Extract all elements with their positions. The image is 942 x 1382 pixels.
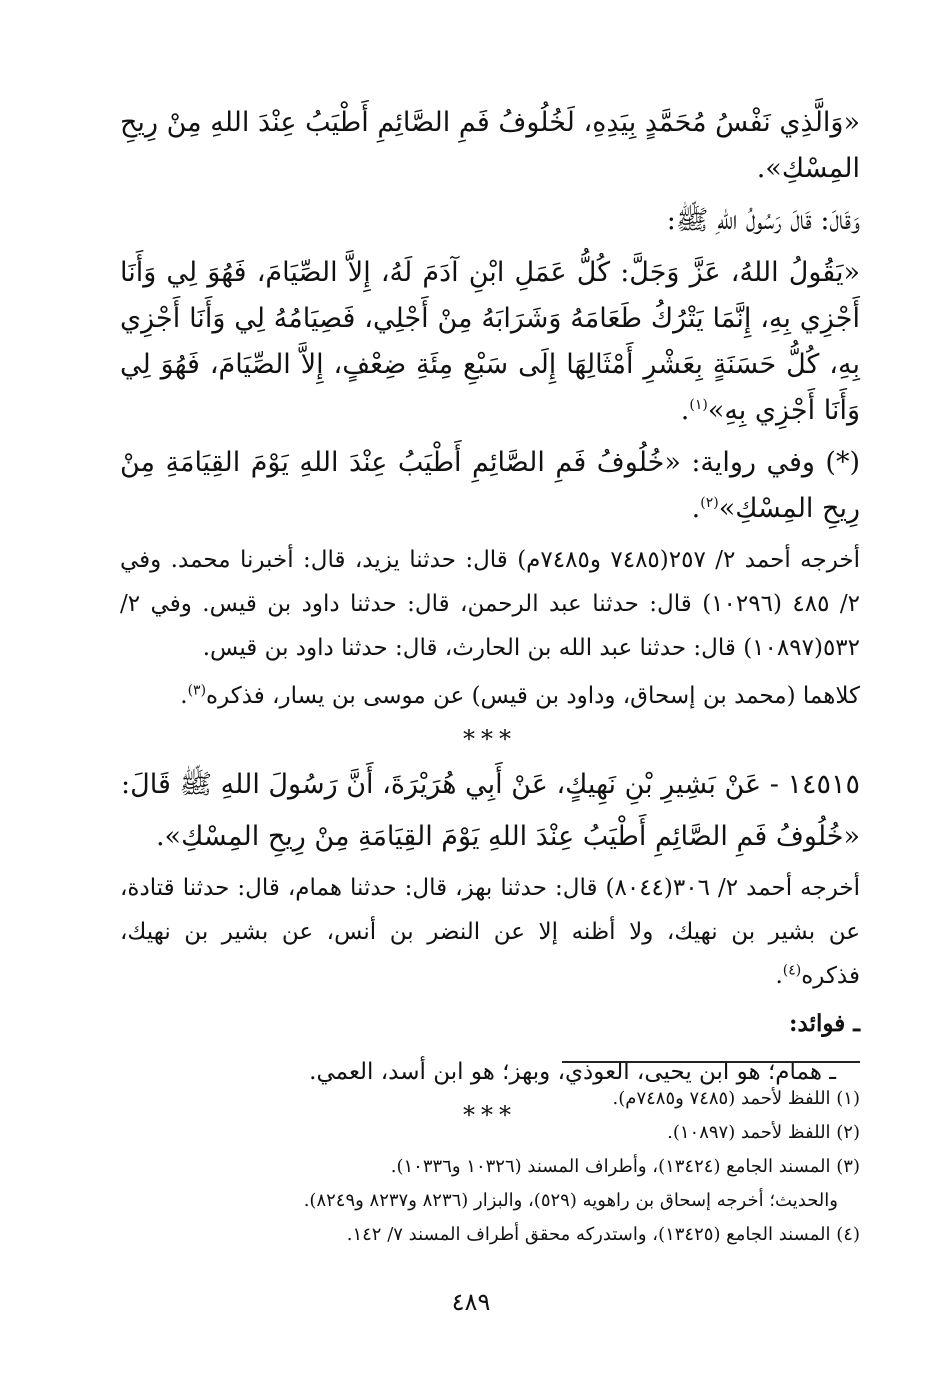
- takhrij-summary-text: كلاهما (محمد بن إسحاق، وداود بن قيس) عن موسى بن يسار، فذكره: [206, 683, 860, 709]
- footnote-ref-1: (١): [689, 397, 708, 413]
- takhrij-paragraph: أخرجه أحمد ٢/ ٢٥٧(٧٤٨٥ و٧٤٨٥م) قال: حدثنا يزيد، قال: أخبرنا محمد. وفي ٢/ ٤٨٥ (١٠٢٩٦) قال: حدثنا عبد الرحمن، قال: حدثنا داود بن قيس. وفي ٢/ ٥٣٢(١٠٨٩٧) قال: حدثنا عبد الله بن الحارث، قال: حدثنا داود بن قيس.: [120, 547, 861, 661]
- footnote-ref-4: (٤): [782, 962, 802, 979]
- footnote-3: (٣) المسند الجامع (١٣٤٢٤)، وأطراف المسند (١٠٣٢٦ و١٠٣٣٦).: [390, 1156, 860, 1177]
- narration-intro: وَقَالَ: قَالَ رَسُولُ اللهِ ﷺ:: [666, 205, 860, 236]
- fawaid-heading: ـ فوائد:: [789, 1010, 860, 1037]
- hadith-number: ١٤٥١٥ -: [769, 769, 860, 800]
- page-number: ٤٨٩: [451, 1288, 491, 1316]
- hadith-quote-2-text: «يَقُولُ اللهُ، عَزَّ وَجَلَّ: كُلُّ عَمَلِ ابْنِ آدَمَ لَهُ، إِلاَّ الصِّيَامَ، فَهُوَ لِي وَأَنَا أَجْزِي بِهِ، إِنَّمَا يَتْرُكُ طَعَامَهُ وَشَرَابَهُ مِنْ أَجْلِي، فَصِيَامُهُ لِي وَأَنَا أَجْزِي بِهِ، كُلُّ حَسَنَةٍ بِعَشْرِ أَمْثَالِهَا إِلَى سَبْعِ مِئَةِ ضِعْفٍ، إِلاَّ الصِّيَامَ، فَهُوَ لِي وَأَنَا أَجْزِي بِهِ»: [120, 257, 860, 426]
- hadith-matn: «خُلُوفُ فَمِ الصَّائِمِ أَطْيَبُ عِنْدَ اللهِ يَوْمَ القِيَامَةِ مِنْ رِيحِ المِسْكِ».: [155, 821, 860, 852]
- main-text: [120, 100, 860, 1138]
- takhrij-summary: كلاهما (محمد بن إسحاق، وداود بن قيس) عن موسى بن يسار، فذكره$^{(٣)}$.: [180, 682, 860, 709]
- hadith-header: [120, 762, 860, 808]
- takhrij-paragraph-2: أخرجه أحمد ٢/ ٣٠٦(٨٠٤٤) قال: حدثنا بهز، قال: حدثنا همام، قال: حدثنا قتادة، عن بشير بن نهيك، ولا أظنه إلا عن النضر بن أنس، عن بشير بن نهيك، فذكره$^{(٤)}$.: [120, 875, 861, 989]
- footnote-ref-2: (٢): [700, 495, 719, 511]
- footnote-3-continuation: والحديث؛ أخرجه إسحاق بن راهويه (٥٢٩)، والبزار (٨٢٣٦ و٨٢٣٧ و٨٢٤٩).: [303, 1190, 838, 1211]
- riwaya-variant-text: (*) وفي رواية: «خُلُوفُ فَمِ الصَّائِمِ أَطْيَبُ عِنْدَ اللهِ يَوْمَ القِيَامَةِ مِنْ رِيحِ المِسْكِ»: [120, 447, 860, 524]
- footnote-2: (٢) اللفظ لأحمد (١٠٨٩٧).: [667, 1122, 860, 1143]
- footnote-1: (١) اللفظ لأحمد (٧٤٨٥ و٧٤٨٥م).: [612, 1088, 860, 1109]
- footnote-4: (٤) المسند الجامع (١٣٤٢٥)، واستدركه محقق أطراف المسند ٧/ ١٤٢.: [346, 1224, 860, 1245]
- section-divider-2: ***: [463, 1101, 517, 1129]
- fawaid-item: ـ همام؛ هو ابن يحيى، العوذي، وبهز؛ هو ابن أسد، العمي.: [309, 1059, 836, 1085]
- hadith-quote-2: «يَقُولُ اللهُ، عَزَّ وَجَلَّ: كُلُّ عَمَلِ ابْنِ آدَمَ لَهُ، إِلاَّ الصِّيَامَ، فَهُوَ لِي وَأَنَا أَجْزِي بِهِ، إِنَّمَا يَتْرُكُ طَعَامَهُ وَشَرَابَهُ مِنْ أَجْلِي، فَصِيَامُهُ لِي وَأَنَا أَجْزِي بِهِ، كُلُّ حَسَنَةٍ بِعَشْرِ أَمْثَالِهَا إِلَى سَبْعِ مِئَةِ ضِعْفٍ، إِلاَّ الصِّيَامَ، فَهُوَ لِي وَأَنَا أَجْزِي بِهِ»$^{(١)}$.: [120, 257, 860, 426]
- footnotes: [120, 1082, 860, 1252]
- riwaya-variant: (*) وفي رواية: «خُلُوفُ فَمِ الصَّائِمِ أَطْيَبُ عِنْدَ اللهِ يَوْمَ القِيَامَةِ مِنْ رِيحِ المِسْكِ»$^{(٢)}$.: [120, 447, 860, 524]
- section-divider: ***: [463, 725, 517, 753]
- footnote-separator: [562, 1061, 860, 1063]
- hadith-quote-1: «وَالَّذِي نَفْسُ مُحَمَّدٍ بِيَدِهِ، لَخُلُوفُ فَمِ الصَّائِمِ أَطْيَبُ عِنْدَ اللهِ مِنْ رِيحِ المِسْكِ».: [120, 107, 860, 184]
- hadith-isnad: عَنْ بَشِيرِ بْنِ نَهِيكٍ، عَنْ أَبِي هُرَيْرَةَ، أَنَّ رَسُولَ اللهِ ﷺ قَالَ:: [121, 769, 762, 800]
- takhrij-paragraph-2-text: أخرجه أحمد ٢/ ٣٠٦(٨٠٤٤) قال: حدثنا بهز، قال: حدثنا همام، قال: حدثنا قتادة، عن بشير بن نهيك، ولا أظنه إلا عن النضر بن أنس، عن بشير بن نهيك، فذكره: [120, 875, 861, 989]
- footnote-ref-3: (٣): [187, 682, 207, 699]
